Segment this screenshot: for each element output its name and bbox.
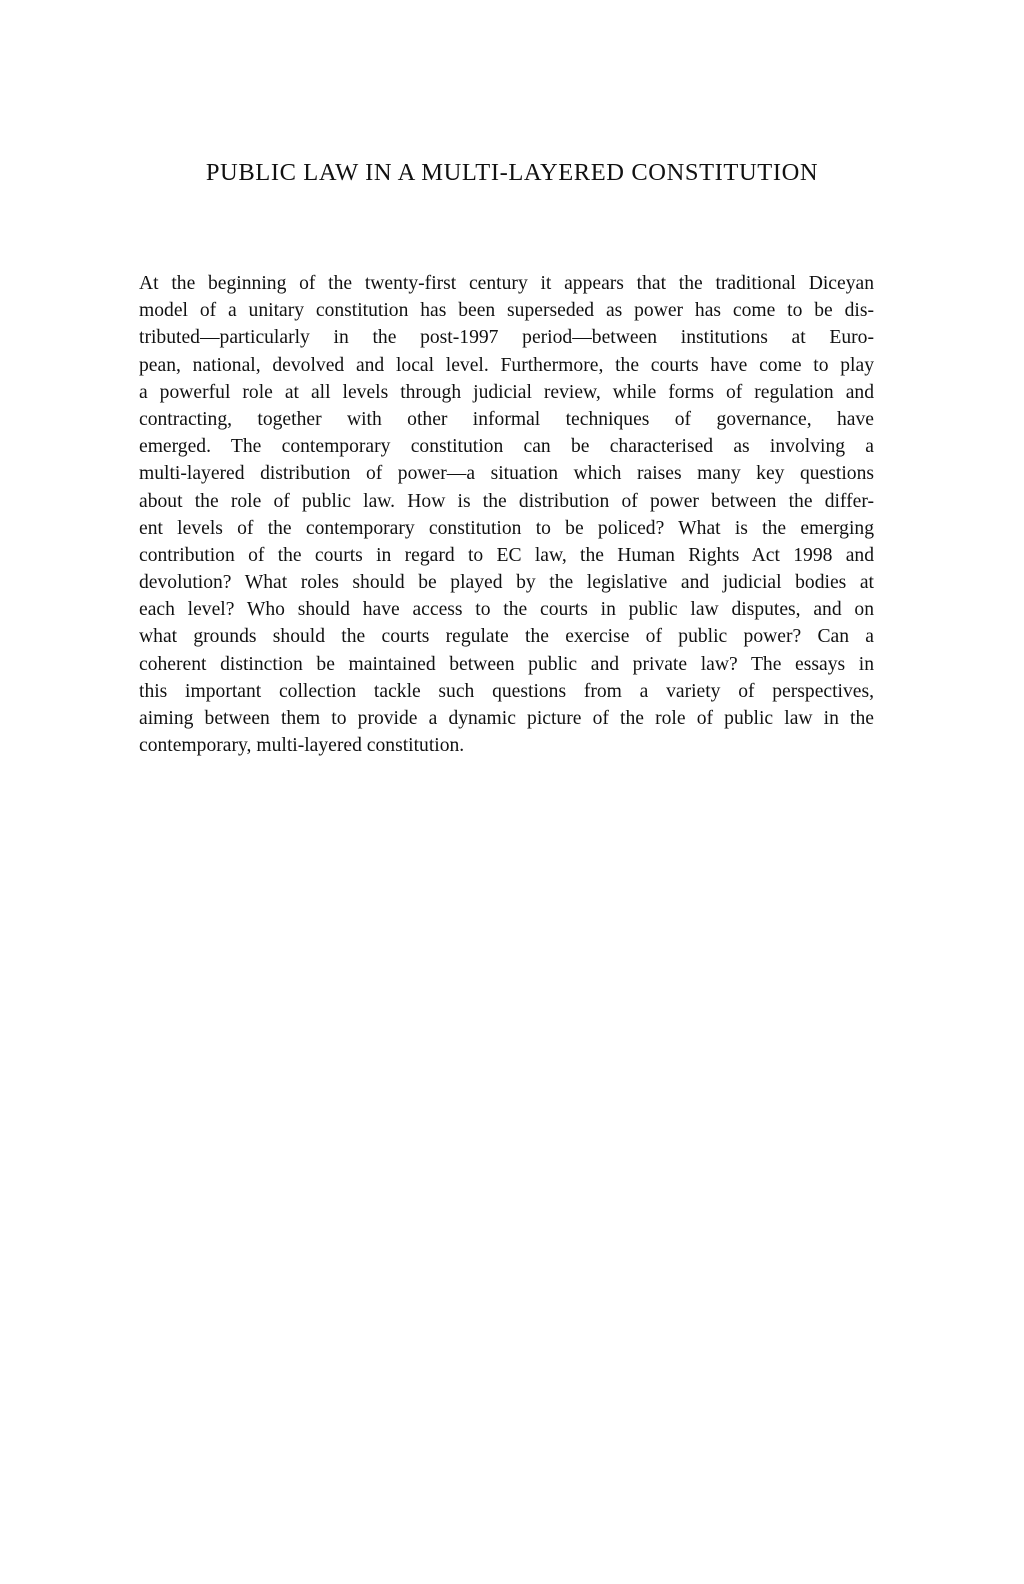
blurb-line: about the role of public law. How is the distribution of power between the differ- xyxy=(139,490,874,512)
blurb-line: multi-layered distribution of power—a situation which raises many key questions xyxy=(139,463,874,485)
blurb-line: what grounds should the courts regulate the exercise of public power? Can a xyxy=(139,626,874,648)
blurb-line: emerged. The contemporary constitution can be characterised as involving a xyxy=(139,436,874,458)
blurb-line: coherent distinction be maintained between public and private law? The essays in xyxy=(139,653,874,675)
page-title: PUBLIC LAW IN A MULTI-LAYERED CONSTITUTION xyxy=(205,159,819,186)
blurb-line: tributed—particularly in the post-1997 period—between institutions at Euro- xyxy=(139,327,874,349)
blurb-line: contracting, together with other informal techniques of governance, have xyxy=(139,408,874,430)
blurb-line: each level? Who should have access to the courts in public law disputes, and on xyxy=(139,599,874,621)
blurb-line: a powerful role at all levels through judicial review, while forms of regulation and xyxy=(139,381,874,403)
blurb-line: pean, national, devolved and local level. Furthermore, the courts have come to play xyxy=(139,354,874,376)
blurb-line: this important collection tackle such questions from a variety of perspectives, xyxy=(139,680,874,702)
blurb-line: ent levels of the contemporary constitution to be policed? What is the emerging xyxy=(139,517,874,539)
blurb-line: contemporary, multi-layered constitution. xyxy=(139,735,465,757)
blurb-line: contribution of the courts in regard to EC law, the Human Rights Act 1998 and xyxy=(139,544,874,566)
blurb-line: model of a unitary constitution has been superseded as power has come to be dis- xyxy=(139,300,874,322)
blurb-paragraph xyxy=(139,270,874,759)
blurb-line: aiming between them to provide a dynamic picture of the role of public law in the xyxy=(139,708,874,729)
blurb-line: devolution? What roles should be played by the legislative and judicial bodies at xyxy=(139,572,874,594)
blurb-line: At the beginning of the twenty-first century it appears that the traditional Diceyan xyxy=(139,273,874,294)
